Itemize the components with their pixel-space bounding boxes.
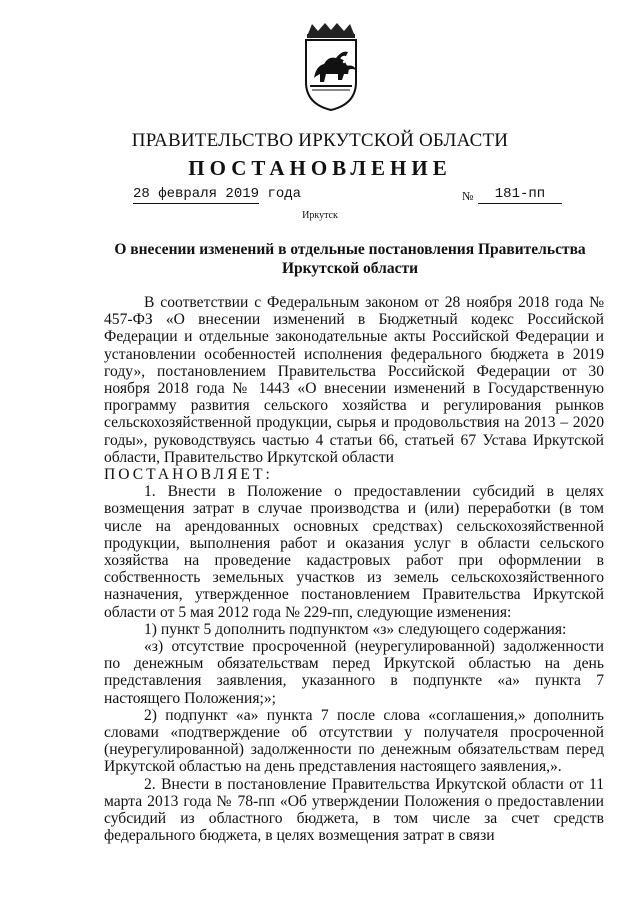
document-type: ПОСТАНОВЛЕНИЕ xyxy=(188,156,452,180)
paragraph-subitem-z: «з) отсутствие просроченной (неурегулированной) задолженности по денежным обязательствам перед Иркутской областью на день представления заявления, указанного в подпункте «а» пункта 7 настоящего Положения;»; xyxy=(104,638,604,707)
preamble-paragraph: В соответствии с Федеральным законом от 28 ноября 2018 года № 457-ФЗ «О внесении изменений в Бюджетный кодекс Российской Федерации и отдельные законодательные акты Российской Федерации и установлении особенностей исполнения федерального бюджета в 2019 году», постановлением Правительства Российской Федерации от 30 ноября 2018 года № 1443 «О внесении изменений в Государственную программу развития сельского хозяйства и регулирования рынков сельскохозяйственной продукции, сырья и продовольствия на 2013 – 2020 годы», руководствуясь частью 4 статьи 66, статьей 67 Устава Иркутской области, Правительство Иркутской области xyxy=(104,294,604,466)
resolves-heading: ПОСТАНОВЛЯЕТ: xyxy=(104,466,273,484)
city: Иркутск xyxy=(302,210,338,221)
document-number: 181-пп xyxy=(478,186,562,204)
government-name: ПРАВИТЕЛЬСТВО ИРКУТСКОЙ ОБЛАСТИ xyxy=(131,130,509,151)
document-title: О внесении изменений в отдельные постановления Правительства Иркутской области xyxy=(114,241,586,277)
paragraph-subitem-1: 1) пункт 5 дополнить подпунктом «з» следующего содержания: xyxy=(144,620,567,638)
paragraph-subitem-2: 2) подпункт «а» пункта 7 после слова «соглашения,» дополнить словами «подтверждение об отсутствии у получателя просроченной (неурегулированной) задолженности по денежным обязательствам перед Иркутской областью на день представления настоящего заявления,». xyxy=(104,706,604,776)
document-date xyxy=(133,186,301,202)
paragraph-item-1: 1. Внести в Положение о предоставлении субсидий в целях возмещения затрат в случае производства и (или) переработки (в том числе на арендованных основных средствах) сельскохозяйственной продукции, выполнения работ и оказания услуг в области сельского хозяйства на проведение кадастровых работ при оформлении в собственность земельных участков из земель сельскохозяйственного назначения, утвержденное постановлением Правительства Иркутской области от 5 мая 2012 года № 229-пп, следующие изменения: xyxy=(104,483,604,621)
coat-of-arms-icon xyxy=(298,22,364,112)
paragraph-item-2: 2. Внести в постановление Правительства Иркутской области от 11 марта 2013 года № 78-пп «Об утверждении Положения о предоставлении субсидий из областного бюджета, в том числе за счет средств федерального бюджета, в целях возмещения затрат в связи xyxy=(104,775,604,845)
date-value: 28 февраля 2019 xyxy=(133,186,260,202)
number-sign: № xyxy=(462,189,474,203)
document-body xyxy=(104,294,604,845)
date-suffix: года xyxy=(267,186,302,202)
